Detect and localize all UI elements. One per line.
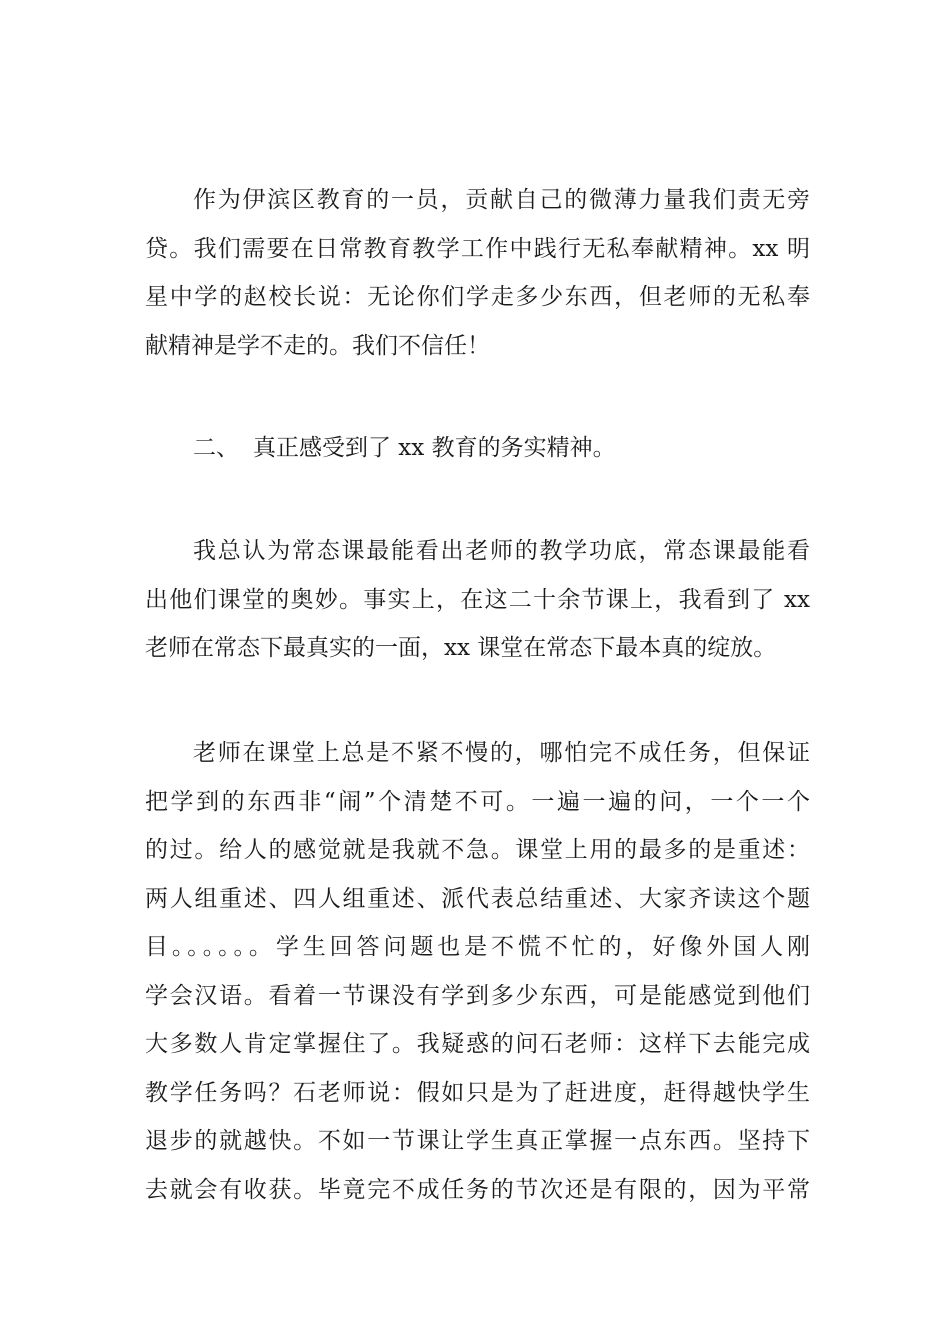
text-line: 把学到的东西非“闹”个清楚不可。一遍一遍的问，一个一个 (145, 788, 810, 815)
text-line: 两人组重述、四人组重述、派代表总结重述、大家齐读这个题 (145, 885, 810, 912)
text-line: 退步的就越快。不如一节课让学生真正掌握一点东西。坚持下 (145, 1128, 810, 1154)
text-line: 老师在课堂上总是不紧不慢的，哪怕完不成任务，但保证 (193, 740, 810, 766)
text-line: 献精神是学不走的。我们不信任！ (145, 332, 490, 359)
paragraph-2 (145, 527, 810, 673)
text-line: 贷。我们需要在日常教育教学工作中践行无私奉献精神。xx 明 (145, 235, 810, 262)
text-line: 作为伊滨区教育的一员，贡献自己的微薄力量我们责无旁 (193, 187, 810, 213)
text-line: 老师在常态下最真实的一面，xx 课堂在常态下最本真的绽放。 (145, 635, 777, 661)
section-title: 真正感受到了 xx 教育的务实精神。 (253, 435, 616, 461)
text-line: 目。。。。。。学生回答问题也是不慌不忙的，好像外国人刚 (145, 934, 810, 960)
text-line: 的过。给人的感觉就是我就不急。课堂上用的最多的是重述： (145, 837, 810, 863)
section-heading (193, 424, 616, 472)
text-line: 去就会有收获。毕竟完不成任务的节次还是有限的，因为平常 (145, 1176, 810, 1203)
text-line: 我总认为常态课最能看出老师的教学功底，常态课最能看 (193, 538, 810, 564)
text-line: 学会汉语。看着一节课没有学到多少东西，可是能感觉到他们 (145, 982, 810, 1009)
text-line: 大多数人肯定掌握住了。我疑惑的问石老师：这样下去能完成 (145, 1031, 810, 1057)
text-line: 星中学的赵校长说：无论你们学走多少东西，但老师的无私奉 (145, 284, 810, 310)
text-line: 出他们课堂的奥妙。事实上，在这二十余节课上，我看到了 xx (145, 586, 810, 613)
paragraph-1 (145, 176, 810, 370)
paragraph-3 (145, 729, 810, 1214)
text-line: 教学任务吗？石老师说：假如只是为了赶进度，赶得越快学生 (145, 1079, 810, 1106)
section-number: 二、 (193, 435, 239, 461)
